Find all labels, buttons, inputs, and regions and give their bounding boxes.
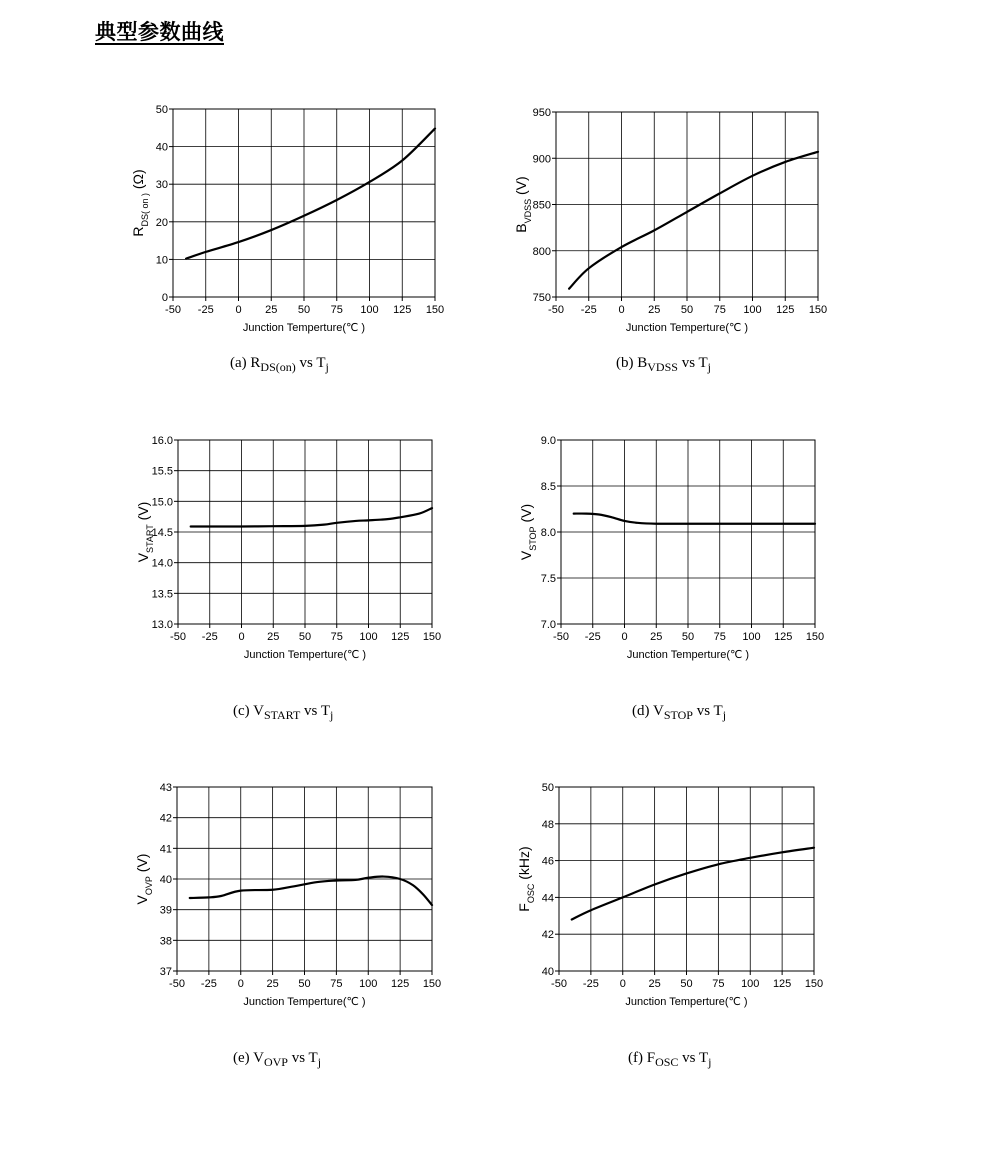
y-tick-label: 42 xyxy=(159,812,172,825)
chart-fosc xyxy=(511,772,841,1072)
y-tick-label: 50 xyxy=(155,104,168,116)
caption-mid: vs T xyxy=(678,1050,709,1066)
caption-mid: vs T xyxy=(677,355,708,371)
caption-prefix: (d) V xyxy=(632,703,664,719)
x-tick-label: 100 xyxy=(360,304,379,316)
y-axis-title-main: V xyxy=(134,895,150,905)
y-axis-title-sub: OSC xyxy=(526,883,536,904)
x-axis-title: Junction Temperture(℃ ) xyxy=(625,996,748,1008)
y-tick-label: 44 xyxy=(541,892,554,905)
series-line xyxy=(191,508,432,526)
chart-vstop xyxy=(513,425,843,725)
caption-prefix: (c) V xyxy=(233,703,264,719)
caption-sub: DS(on) xyxy=(260,360,296,374)
x-tick-label: -50 xyxy=(165,304,181,316)
x-tick-label: 125 xyxy=(776,304,795,316)
y-tick-label: 7.0 xyxy=(540,619,556,631)
series-line xyxy=(186,129,435,259)
page-heading: 典型参数曲线 xyxy=(95,20,224,44)
y-axis-title xyxy=(135,502,155,563)
x-tick-label: -50 xyxy=(553,631,569,643)
caption-bvdss xyxy=(616,355,711,375)
caption-mid: vs T xyxy=(287,1050,318,1066)
y-tick-label: 10 xyxy=(155,254,168,267)
caption-fosc xyxy=(628,1050,712,1070)
caption-prefix: (b) B xyxy=(616,355,648,371)
caption-sub2: j xyxy=(707,360,712,374)
x-tick-label: 0 xyxy=(235,304,242,316)
y-axis-title xyxy=(130,169,150,236)
y-tick-label: 950 xyxy=(532,107,551,119)
x-tick-label: 100 xyxy=(359,978,378,990)
x-tick-label: 0 xyxy=(238,631,245,643)
caption-rdson xyxy=(230,355,329,375)
x-axis-title: Junction Temperture(℃ ) xyxy=(625,322,749,334)
y-axis-title-unit: (V) xyxy=(513,176,529,199)
chart-vstart xyxy=(130,425,460,725)
chart-vovp xyxy=(129,772,459,1072)
x-tick-label: 50 xyxy=(297,304,311,316)
x-tick-label: 25 xyxy=(265,304,278,316)
y-tick-label: 800 xyxy=(532,245,551,258)
caption-vstart xyxy=(233,703,333,723)
x-tick-label: -50 xyxy=(169,978,185,990)
caption-prefix: (e) V xyxy=(233,1050,264,1066)
x-tick-label: -50 xyxy=(548,304,564,316)
x-tick-label: 50 xyxy=(680,978,693,990)
y-tick-label: 0 xyxy=(161,292,168,304)
x-tick-label: 25 xyxy=(650,631,663,643)
y-tick-label: 46 xyxy=(541,855,554,868)
y-axis-title-unit: (V) xyxy=(518,503,534,527)
x-tick-label: 0 xyxy=(618,304,625,316)
y-tick-label: 9.0 xyxy=(540,435,556,447)
y-tick-label: 14.5 xyxy=(151,527,173,539)
y-tick-label: 15.0 xyxy=(151,496,173,509)
x-tick-label: 100 xyxy=(742,631,761,643)
x-tick-label: 150 xyxy=(804,978,824,990)
x-tick-label: 50 xyxy=(298,978,311,990)
x-tick-label: -25 xyxy=(580,304,597,316)
series-line xyxy=(574,514,815,524)
x-tick-label: 75 xyxy=(330,304,343,316)
x-tick-label: 125 xyxy=(390,978,410,990)
y-axis-title xyxy=(518,504,538,560)
y-tick-label: 40 xyxy=(155,141,168,154)
x-tick-label: 125 xyxy=(772,978,792,990)
y-tick-label: 13.5 xyxy=(151,588,173,601)
x-tick-label: 25 xyxy=(266,978,279,990)
y-tick-label: 20 xyxy=(155,216,168,229)
y-tick-label: 48 xyxy=(541,818,554,831)
y-tick-label: 13.0 xyxy=(151,619,173,631)
x-tick-label: 100 xyxy=(743,304,762,316)
series-line xyxy=(569,152,818,289)
y-tick-label: 16.0 xyxy=(151,435,173,447)
y-tick-label: 37 xyxy=(159,966,172,978)
x-tick-label: 150 xyxy=(805,631,825,643)
x-tick-label: 150 xyxy=(422,978,442,990)
x-tick-label: -25 xyxy=(197,304,214,316)
y-axis-title-main: F xyxy=(516,903,532,912)
caption-mid: vs T xyxy=(300,703,331,719)
x-tick-label: 0 xyxy=(619,978,626,990)
x-tick-label: -50 xyxy=(170,631,186,643)
y-axis-title-main: B xyxy=(513,223,529,233)
caption-vstop xyxy=(632,703,726,723)
y-axis-title-sub: OVP xyxy=(144,876,154,896)
x-tick-label: 75 xyxy=(330,978,343,990)
x-tick-label: 100 xyxy=(359,631,378,643)
y-axis-title-unit: (Ω) xyxy=(130,169,146,194)
y-axis-title-main: V xyxy=(518,550,534,561)
x-tick-label: 75 xyxy=(713,631,726,643)
x-tick-label: -25 xyxy=(201,631,218,643)
y-axis-title xyxy=(513,176,533,232)
caption-sub: OSC xyxy=(655,1055,679,1069)
y-tick-label: 30 xyxy=(155,179,168,192)
x-tick-label: 150 xyxy=(425,304,445,316)
x-axis-title: Junction Temperture(℃ ) xyxy=(242,322,366,334)
x-tick-label: 25 xyxy=(648,978,661,990)
chart-panel-vstop xyxy=(513,425,843,725)
caption-prefix: (f) F xyxy=(628,1050,656,1066)
y-tick-label: 40 xyxy=(159,874,172,886)
caption-mid: vs T xyxy=(692,703,723,719)
x-tick-label: -25 xyxy=(584,631,601,643)
y-tick-label: 850 xyxy=(532,199,551,212)
y-tick-label: 15.5 xyxy=(151,465,173,478)
caption-sub: START xyxy=(263,708,301,722)
chart-panel-vstart xyxy=(130,425,460,725)
x-tick-label: -25 xyxy=(582,978,599,990)
y-axis-title-unit: (V) xyxy=(135,501,151,525)
x-tick-label: -25 xyxy=(200,978,217,990)
y-tick-label: 750 xyxy=(532,292,551,304)
caption-sub2: j xyxy=(722,708,727,722)
y-axis-title-unit: (kHz) xyxy=(516,846,532,884)
y-tick-label: 40 xyxy=(541,966,554,978)
x-tick-label: 75 xyxy=(330,631,343,643)
y-tick-label: 39 xyxy=(159,904,172,917)
chart-panel-bvdss xyxy=(508,95,838,395)
chart-panel-fosc xyxy=(511,772,841,1072)
y-axis-title-unit: (V) xyxy=(134,853,150,877)
caption-sub: STOP xyxy=(663,708,693,722)
caption-sub2: j xyxy=(708,1055,712,1069)
y-tick-label: 8.0 xyxy=(540,527,556,539)
y-axis-title-sub: STOP xyxy=(528,526,538,551)
x-tick-label: 25 xyxy=(648,304,661,316)
x-tick-label: 50 xyxy=(298,631,312,643)
caption-sub: OVP xyxy=(263,1055,288,1069)
y-tick-label: 900 xyxy=(532,153,551,166)
y-tick-label: 43 xyxy=(159,782,172,794)
chart-panel-vovp xyxy=(129,772,459,1072)
y-tick-label: 38 xyxy=(159,935,172,948)
y-axis-title-main: V xyxy=(135,552,151,563)
x-tick-label: 75 xyxy=(713,304,726,316)
x-tick-label: 75 xyxy=(712,978,725,990)
x-axis-title: Junction Temperture(℃ ) xyxy=(243,649,367,661)
x-tick-label: 125 xyxy=(774,631,793,643)
y-axis-title xyxy=(134,854,154,905)
x-tick-label: 100 xyxy=(741,978,760,990)
x-tick-label: 150 xyxy=(808,304,828,316)
caption-sub2: j xyxy=(325,360,329,374)
y-axis-title-sub: VDSS xyxy=(523,198,533,224)
y-axis-title xyxy=(516,846,536,911)
series-line xyxy=(190,877,432,906)
x-tick-label: 125 xyxy=(391,631,410,643)
y-axis-title-main: R xyxy=(130,226,146,237)
x-tick-label: 0 xyxy=(237,978,244,990)
chart-bvdss xyxy=(508,95,838,395)
chart-panel-rdson xyxy=(125,95,455,395)
chart-rdson xyxy=(125,95,455,395)
x-tick-label: 50 xyxy=(681,631,695,643)
caption-prefix: (a) R xyxy=(230,355,261,371)
x-axis-title: Junction Temperture(℃ ) xyxy=(243,996,366,1008)
y-tick-label: 42 xyxy=(541,929,554,942)
series-line xyxy=(572,848,814,920)
y-axis-title-sub: START xyxy=(145,524,155,553)
caption-sub2: j xyxy=(317,1055,322,1069)
x-tick-label: 125 xyxy=(393,304,412,316)
caption-vovp xyxy=(233,1050,321,1070)
caption-mid: vs T xyxy=(295,355,326,371)
x-tick-label: 50 xyxy=(680,304,694,316)
y-tick-label: 50 xyxy=(541,782,554,794)
y-tick-label: 8.5 xyxy=(540,481,556,493)
x-axis-title: Junction Temperture(℃ ) xyxy=(626,649,750,661)
caption-sub2: j xyxy=(330,708,334,722)
y-tick-label: 7.5 xyxy=(540,573,556,585)
y-axis-title-sub: DS( on ) xyxy=(140,193,150,227)
caption-sub: VDSS xyxy=(647,360,678,374)
x-tick-label: 150 xyxy=(422,631,442,643)
y-tick-label: 41 xyxy=(159,843,172,856)
x-tick-label: 25 xyxy=(267,631,280,643)
x-tick-label: -50 xyxy=(551,978,567,990)
y-tick-label: 14.0 xyxy=(151,557,173,570)
x-tick-label: 0 xyxy=(621,631,628,643)
